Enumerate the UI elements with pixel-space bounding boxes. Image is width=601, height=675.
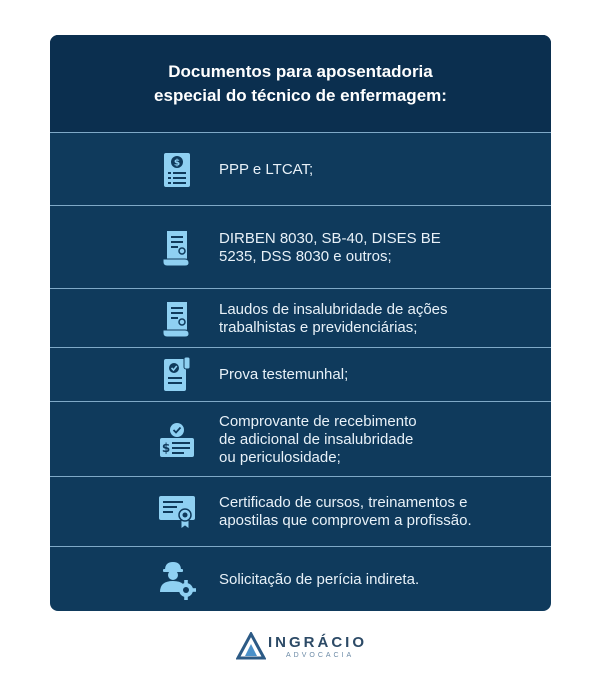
company-logo	[236, 632, 376, 662]
list-item	[50, 401, 551, 477]
list-item	[50, 205, 551, 289]
logo-subtitle: ADVOCACIA	[286, 652, 355, 659]
title-line-1: Documentos para aposentadoria	[168, 61, 433, 81]
list-item	[50, 476, 551, 547]
documents-card	[50, 35, 551, 611]
item-text: DIRBEN 8030, SB-40, DISES BE 5235, DSS 8030 e outros;	[219, 229, 441, 265]
svg-text:$: $	[161, 440, 171, 455]
card-header	[50, 35, 551, 132]
worker-gear-icon	[158, 561, 196, 599]
payment-receipt-icon	[158, 421, 196, 459]
certificate-icon	[158, 493, 196, 531]
list-item	[50, 132, 551, 206]
triangle-logo-icon	[236, 632, 266, 660]
svg-text:$: $	[173, 158, 181, 168]
item-text: PPP e LTCAT;	[219, 160, 314, 178]
list-item	[50, 288, 551, 348]
item-text: Prova testemunhal;	[219, 366, 349, 383]
logo-name: INGRÁCIO	[268, 634, 367, 651]
item-text: Laudos de insalubridade de ações trabalhistas e previdenciárias;	[219, 300, 448, 336]
title-line-2: especial do técnico de enfermagem:	[154, 85, 447, 105]
list-item	[50, 347, 551, 402]
scroll-document-icon	[158, 300, 196, 338]
dollar-document-icon	[158, 151, 196, 189]
item-text: Comprovante de recebimento de adicional de insalubridade ou periculosidade;	[219, 412, 417, 466]
item-text: Solicitação de perícia indireta.	[219, 570, 420, 588]
checked-document-icon	[158, 356, 196, 394]
item-text: Certificado de cursos, treinamentos e apostilas que comprovem a profissão.	[219, 494, 472, 529]
list-item	[50, 546, 551, 611]
scroll-document-icon	[158, 229, 196, 267]
